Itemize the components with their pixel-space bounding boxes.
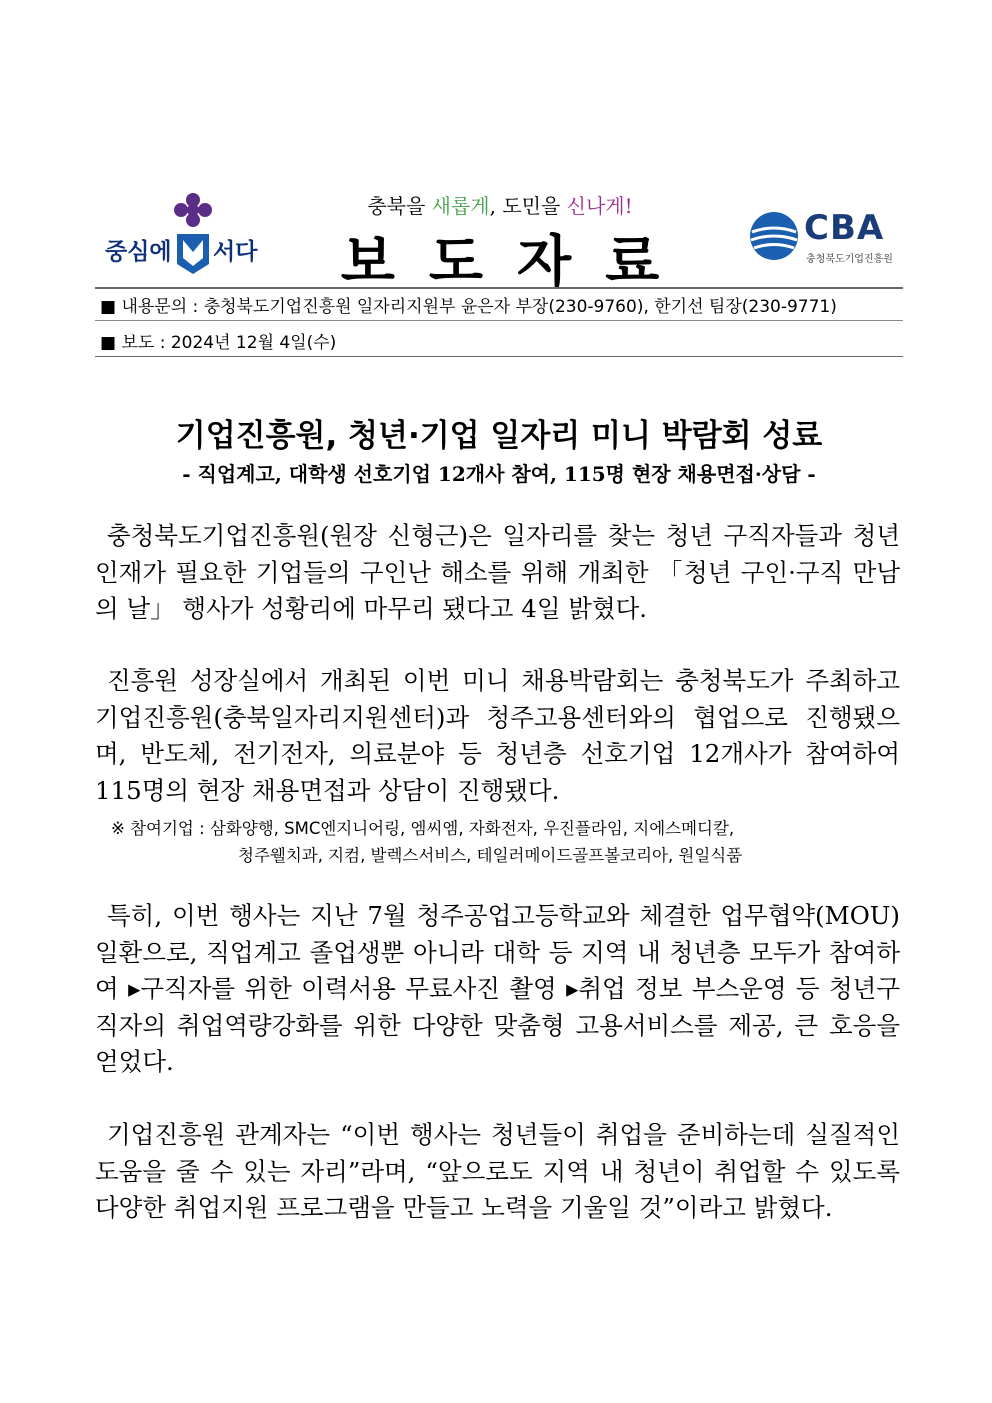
slogan-part-1: 충북을 (367, 194, 432, 218)
paragraph-2: 진흥원 성장실에서 개최된 이번 미니 채용박람회는 충청북도가 주최하고 기업진흥원(충북일자리지원센터)과 청주고용센터와의 협업으로 진행됐으며, 반도체, 전기전자, 의료분야 등 청년층 선호기업 12개사가 참여하여 115명의 현장 채용면접과 상담이 진행됐다. (95, 666, 900, 805)
header-bottom-rule (95, 356, 903, 357)
globe-logo-icon (748, 210, 800, 262)
slogan-part-4: 신나게! (566, 194, 633, 218)
slogan-part-2: 새롭게 (431, 194, 490, 218)
paragraph-1: 충청북도기업진흥원(원장 신형근)은 일자리를 찾는 청년 구직자들과 청년인재가 필요한 기업들의 구인난 해소를 위해 개최한 「청년 구인·구직 만남의 날」 행사가 성황리에 마무리 됐다고 4일 밝혔다. (95, 521, 900, 623)
right-logo-text: CBA (804, 208, 885, 248)
paragraph-4: 기업진흥원 관계자는 “이번 행사는 청년들이 취업을 준비하는데 실질적인 도움을 줄 수 있는 자리”라며, “앞으로도 지역 내 청년이 취업할 수 있도록 다양한 취업지원 프로그램을 만들고 노력을 기울일 것”이라고 밝혔다. (95, 1120, 900, 1222)
header-mid-rule (95, 320, 903, 321)
slogan-part-3: , 도민을 (489, 194, 567, 218)
right-logo-subtext: 충청북도기업진흥원 (806, 254, 893, 265)
contact-info: ■ 내용문의 : 충청북도기업진흥원 일자리지원부 윤은자 부장(230-9760), 한기선 팀장(230-9771) (100, 297, 837, 317)
subheadline: - 직업계고, 대학생 선호기업 12개사 참여, 115명 현장 채용면접·상담 - (182, 462, 816, 486)
slogan (300, 190, 700, 219)
left-logo-text-2: 서다 (213, 239, 258, 265)
headline: 기업진흥원, 청년·기업 일자리 미니 박람회 성료 (175, 418, 823, 454)
participant-note-line-1: ※ 참여기업 : 삼화양행, SMC엔지니어링, 엠씨엠, 자화전자, 우진플라임, 지에스메디칼, (111, 819, 735, 838)
left-logo-text-1: 중심에 (105, 239, 172, 265)
right-logo (748, 208, 908, 268)
header-top-rule (95, 287, 903, 289)
participant-note-line-2: 청주웰치과, 지컴, 발렉스서비스, 테일러메이드골프볼코리아, 원일식품 (238, 846, 743, 865)
release-date: ■ 보도 : 2024년 12월 4일(수) (100, 333, 337, 353)
left-logo (105, 188, 265, 278)
page-title: 보도자료 (340, 230, 694, 295)
paragraph-3: 특히, 이번 행사는 지난 7월 청주공업고등학교와 체결한 업무협약(MOU) 일환으로, 직업계고 졸업생뿐 아니라 대학 등 지역 내 청년층 모두가 참여하여 ▸구직자를 위한 이력서용 무료사진 촬영 ▸취업 정보 부스운영 등 청년구직자의 취업역량강화를 위한 다양한 맞춤형 고용서비스를 제공, 큰 호응을 얻었다. (95, 901, 900, 1076)
